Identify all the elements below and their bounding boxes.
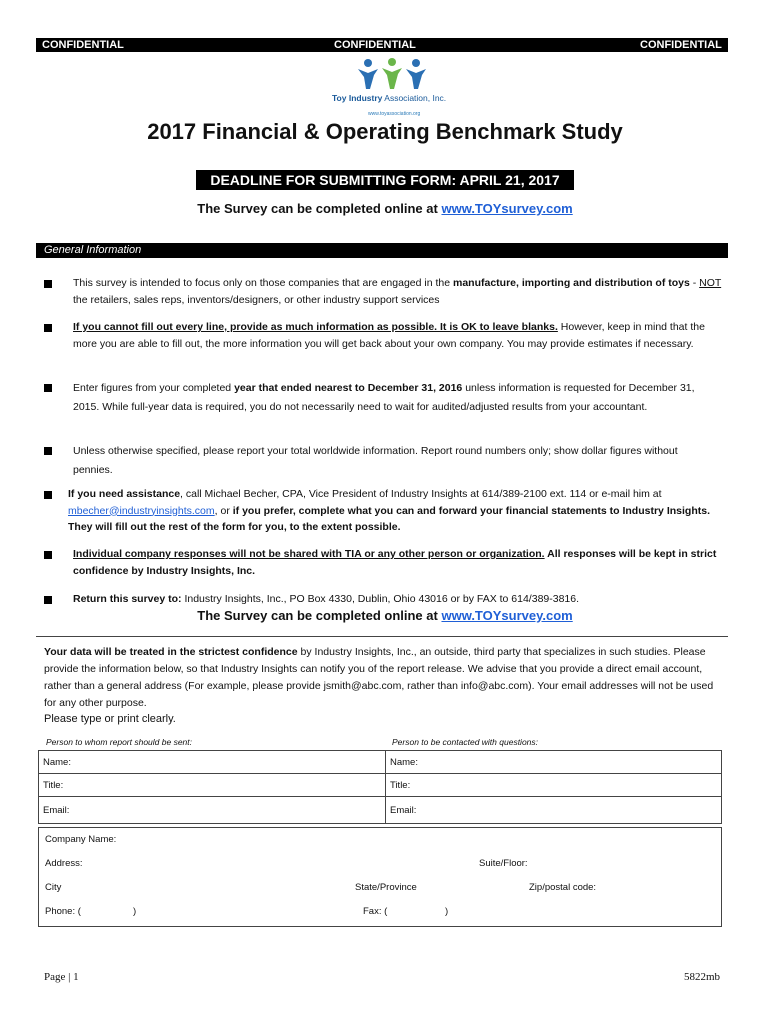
b5-or: , or xyxy=(214,504,233,517)
bullet-privacy xyxy=(73,546,723,579)
address-field[interactable]: Address: xyxy=(45,858,83,869)
report-name-field[interactable] xyxy=(39,751,386,774)
b5-bold-rest: if you prefer, complete what you can and forward your financial statements to Industry Insights. They will fill out the rest of the form for you, to the extent possible. xyxy=(68,504,710,533)
bullet-scope xyxy=(73,275,723,308)
question-name-field[interactable] xyxy=(386,751,722,774)
state-field[interactable]: State/Province xyxy=(355,882,417,893)
bullet-icon xyxy=(44,551,52,559)
b6-bold: All responses will be kept in strict confidence by Industry Insights, Inc. xyxy=(73,548,717,577)
bullet-year xyxy=(73,379,713,417)
form-code: 5822mb xyxy=(684,971,721,983)
zip-field[interactable]: Zip/postal code: xyxy=(529,882,597,893)
b1-text: This survey is intended to focus only on those companies that are engaged in the xyxy=(73,277,453,289)
b5-text: , call Michael Becher, CPA, Vice President of Industry Insights at 614/389-2100 ext. 114 or e-mail him at xyxy=(180,488,662,500)
b1-bold: manufacture, importing and distribution of toys xyxy=(452,277,690,289)
survey-link-2[interactable]: www.TOYsurvey.com xyxy=(441,608,573,623)
caption-questions-contact: Person to be contacted with questions: xyxy=(392,737,539,747)
logo-url: www.toyassociation.org xyxy=(368,111,421,117)
fax-paren-close: ) xyxy=(445,906,449,917)
online-text: The Survey can be completed online at xyxy=(197,201,438,216)
confidential-bar xyxy=(36,38,728,52)
bullet-icon xyxy=(44,491,52,499)
b3-text: Enter figures from your completed xyxy=(73,382,235,394)
deadline-banner: DEADLINE FOR SUBMITTING FORM: APRIL 21, 2017 xyxy=(196,170,574,190)
bullet-return xyxy=(73,591,723,608)
suite-field[interactable]: Suite/Floor: xyxy=(479,858,528,869)
field-label: Email: xyxy=(43,804,70,816)
online-survey-line-2 xyxy=(0,608,770,623)
confidential-label-left: CONFIDENTIAL xyxy=(42,39,124,51)
b2-bold: If you cannot fill out every line, provide as much information as possible. It is OK to leave blanks. xyxy=(73,321,558,333)
field-label: Name: xyxy=(390,756,418,768)
confidential-label-right: CONFIDENTIAL xyxy=(640,39,722,51)
company-info-box xyxy=(38,827,722,927)
bullet-blanks xyxy=(73,319,725,352)
logo-brand: Toy Industry xyxy=(332,93,383,103)
question-title-field[interactable] xyxy=(386,774,722,797)
fax-field[interactable]: Fax: ( xyxy=(363,906,388,917)
bullet-worldwide: Unless otherwise specified, please report your total worldwide information. Report round numbers only; show dollar figures without pennies. xyxy=(73,445,678,476)
please-type-note: Please type or print clearly. xyxy=(44,713,176,725)
bullet-icon xyxy=(44,596,52,604)
b1-not: NOT xyxy=(699,277,722,289)
logo-wordmark xyxy=(332,93,446,103)
b1-dash: - xyxy=(689,277,700,289)
field-label: Name: xyxy=(43,756,71,768)
tia-logo xyxy=(326,57,460,123)
field-label: Title: xyxy=(43,779,64,791)
report-email-field[interactable] xyxy=(39,797,386,824)
online-survey-line xyxy=(0,201,770,216)
logo-suffix: Association, Inc. xyxy=(384,93,447,103)
b1-rest: the retailers, sales reps, inventors/designers, or other industry support services xyxy=(73,293,440,306)
b5-bold: If you need assistance xyxy=(68,488,181,500)
phone-field[interactable]: Phone: ( xyxy=(45,906,81,917)
confidential-label-center: CONFIDENTIAL xyxy=(334,39,416,51)
online-text-2: The Survey can be completed online at xyxy=(197,608,438,623)
field-label: Email: xyxy=(390,804,417,816)
caption-report-recipient: Person to whom report should be sent: xyxy=(46,737,192,747)
bullet-icon xyxy=(44,447,52,455)
confidentiality-paragraph xyxy=(44,644,728,712)
company-name-field[interactable]: Company Name: xyxy=(45,834,117,845)
section-general-information: General Information xyxy=(36,243,728,258)
contact-table xyxy=(38,750,722,824)
email-link[interactable]: mbecher@industryinsights.com xyxy=(68,504,215,517)
page-title: 2017 Financial & Operating Benchmark Study xyxy=(147,119,623,144)
phone-paren-close: ) xyxy=(133,906,137,917)
bullet-icon xyxy=(44,384,52,392)
b7-rest: Industry Insights, Inc., PO Box 4330, Dublin, Ohio 43016 or by FAX to 614/389-3816. xyxy=(181,593,580,605)
page-number: Page | 1 xyxy=(44,971,79,983)
bullet-assistance xyxy=(68,486,718,536)
bullet-icon xyxy=(44,324,52,332)
people-figures-icon xyxy=(354,57,430,91)
report-title-field[interactable] xyxy=(39,774,386,797)
b7-bold: Return this survey to: xyxy=(73,593,182,605)
survey-link[interactable]: www.TOYsurvey.com xyxy=(441,201,573,216)
question-email-field[interactable] xyxy=(386,797,722,824)
b6-underline: Individual company responses will not be shared with TIA or any other person or organization. xyxy=(73,548,545,560)
bullet-icon xyxy=(44,280,52,288)
divider xyxy=(36,636,728,637)
b2-rest: However, keep in mind that the more you are able to fill out, the more information you will get back about your own company. You may provide estimates if necessary. xyxy=(73,321,705,350)
b3-bold: year that ended nearest to December 31, 2016 xyxy=(234,382,463,394)
city-field[interactable]: City xyxy=(45,882,62,893)
field-label: Title: xyxy=(390,779,411,791)
b3-rest: unless information is requested for December 31, 2015. While full-year data is required, you do not necessarily need to wait for audited/adjusted results from your accountant. xyxy=(73,382,695,413)
para-rest: by Industry Insights, Inc., an outside, third party that specializes in such studies. Please provide the information below, so that Industry Insights can notify you of the report release. We advise that you provide a direct email account, rather than a general address (For example, please provide jsmith@abc.com, rather than info@abc.com). Your email addresses will not be used for any other purpose. xyxy=(44,646,714,709)
para-bold: Your data will be treated in the strictest confidence xyxy=(44,646,298,658)
